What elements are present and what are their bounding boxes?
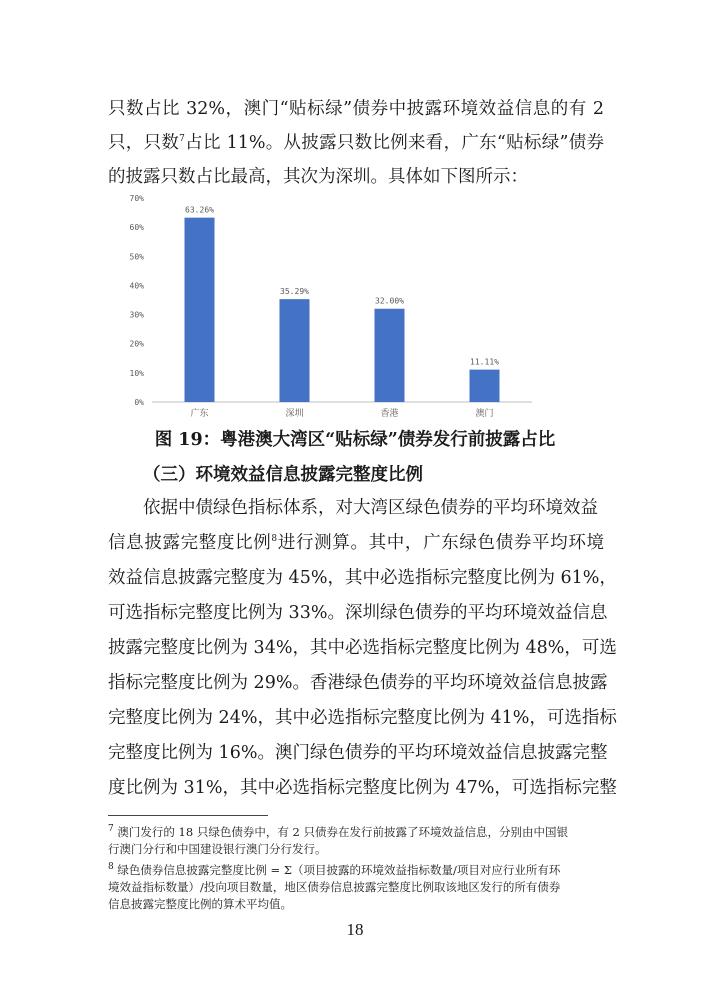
text-line: 的披露只数占比最高，其次为深圳。具体如下图所示： [108, 167, 528, 187]
text-line: 指标完整度比例为 29%。香港绿色债券的平均环境效益信息披露 [108, 673, 608, 693]
text-line: 效益信息披露完整度为 45%，其中必选指标完整度比例为 61%， [108, 568, 617, 588]
x-tick-label: 澳门 [475, 409, 494, 419]
text-line: 完整度比例为 16%。澳门绿色债券的平均环境效益信息披露完整 [108, 743, 608, 763]
y-tick-label: 20% [129, 339, 144, 349]
text-line: 只，只数$^7$占比 11%。从披露只数比例来看，广东“贴标绿”债券 [108, 133, 605, 153]
text-line: 只数占比 32%，澳门“贴标绿”债券中披露环境效益信息的有 2 [108, 99, 604, 119]
text-line: 披露完整度比例为 34%，其中必选指标完整度比例为 48%，可选 [108, 638, 617, 658]
y-tick-label: 30% [129, 310, 144, 320]
bar-0 [185, 218, 215, 402]
bar-2 [375, 309, 405, 402]
footnote-mark: 7 [108, 824, 114, 835]
data-label: 63.26% [185, 205, 214, 215]
footnote-ref: 8 [271, 534, 278, 545]
bar-1 [280, 299, 310, 402]
bars [185, 206, 500, 402]
footnote-line: 行澳门分行和中国建设银行澳门分行发行。 [108, 842, 327, 856]
page-number: 18 [346, 920, 364, 939]
section-heading: （三）环境效益信息披露完整度比例 [143, 465, 423, 485]
y-tick-label: 40% [129, 281, 144, 291]
footnote-8: $^8$ 绿色债券信息披露完整度比例 = Σ（项目披露的环境效益指标数量/项目对应行业所有环 境效益指标数量）/投向项目数量，地区债券信息披露完整度比例取该地区发行的所有债券 信息披露完整度比例的算术平均值。 [108, 862, 604, 913]
y-tick-label: 50% [129, 252, 144, 262]
data-label: 11.11% [470, 357, 499, 367]
x-axis-labels [190, 407, 493, 419]
y-tick-label: 10% [129, 368, 144, 378]
footnote-7: $^7$ 澳门发行的 18 只绿色债券中，有 2 只债券在发行前披露了环境效益信息，分别由中国银 行澳门分行和中国建设银行澳门分行发行。 [108, 824, 604, 858]
data-label: 35.29% [280, 287, 309, 297]
text-line: 度比例为 31%，其中必选指标完整度比例为 47%，可选指标完整 [108, 778, 617, 798]
y-tick-label: 70% [129, 194, 144, 203]
figure-caption: 图 19：粤港澳大湾区“贴标绿”债券发行前披露占比 [154, 430, 556, 450]
x-tick-label: 香港 [380, 409, 399, 419]
footnote-line: 信息披露完整度比例的算术平均值。 [108, 897, 292, 911]
footnote-mark: 8 [108, 862, 114, 873]
y-tick-label: 60% [129, 223, 144, 233]
footnote-divider [108, 815, 268, 816]
x-tick-label: 广东 [190, 409, 209, 419]
text-line: 可选指标完整度比例为 33%。深圳绿色债券的平均环境效益信息 [108, 603, 608, 623]
bar-chart [112, 190, 542, 420]
x-tick-label: 深圳 [285, 409, 304, 419]
y-tick-label: 0% [134, 398, 144, 407]
y-axis [130, 194, 145, 407]
text-line: 完整度比例为 24%，其中必选指标完整度比例为 41%，可选指标 [108, 708, 617, 728]
text-line: 信息披露完整度比例$^8$进行测算。其中，广东绿色债券平均环境 [108, 533, 604, 553]
footnote-line: 境效益指标数量）/投向项目数量，地区债券信息披露完整度比例取该地区发行的所有债券 [108, 880, 561, 894]
text-line: 依据中债绿色指标体系，对大湾区绿色债券的平均环境效益 [143, 498, 598, 518]
bar-3 [470, 370, 500, 402]
data-label: 32.00% [375, 296, 404, 306]
footnote-ref: 7 [179, 134, 185, 145]
